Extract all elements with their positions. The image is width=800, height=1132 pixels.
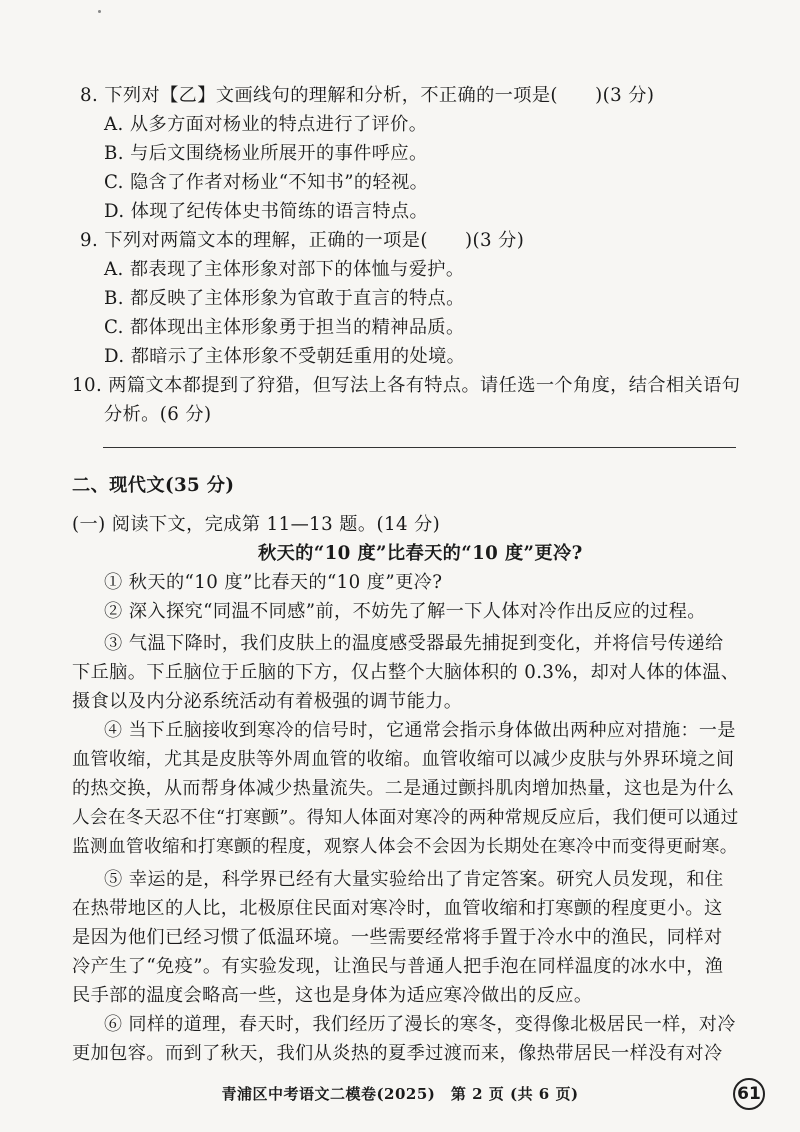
q9-option-a: A. 都表现了主体形象对部下的体恤与爱护。 [104,259,465,280]
paragraph-4-line1: ④ 当下丘脑接收到寒冷的信号时，它通常会指示身体做出两种应对措施：一是 [104,720,736,741]
paragraph-3-line2: 下丘脑。下丘脑位于丘脑的下方，仅占整个大脑体积的 0.3%，却对人体的体温、 [72,662,740,683]
paragraph-4-line3: 的热交换，从而帮身体减少热量流失。二是通过颤抖肌肉增加热量，这也是为什么 [72,778,735,799]
paragraph-4-line2: 血管收缩，尤其是皮肤等外周血管的收缩。血管收缩可以减少皮肤与外界环境之间 [72,749,735,770]
q10-stem-line1: 10. 两篇文本都提到了狩猎，但写法上各有特点。请任选一个角度，结合相关语句 [72,375,741,396]
q10-stem-line2: 分析。(6 分) [104,404,212,425]
q9-option-b: B. 都反映了主体形象为官敢于直言的特点。 [104,288,465,309]
q9-option-c: C. 都体现出主体形象勇于担当的精神品质。 [104,317,465,338]
page-badge: 61 [733,1078,765,1110]
paragraph-4-line4: 人会在冬天忍不住“打寒颤”。得知人体面对寒冷的两种常规反应后，我们便可以通过 [72,808,739,828]
scan-dot [98,10,101,13]
paragraph-2: ② 深入探究“同温不同感”前，不妨先了解一下人体对冷作出反应的过程。 [104,601,706,622]
part-instruction: (一) 阅读下文，完成第 11—13 题。(14 分) [72,514,441,535]
paragraph-3-line1: ③ 气温下降时，我们皮肤上的温度感受器最先捕捉到变化，并将信号传递给 [104,633,724,654]
paragraph-5-line1: ⑤ 幸运的是，科学界已经有大量实验给出了肯定答案。研究人员发现，和住 [104,869,724,890]
q8-option-d: D. 体现了纪传体史书简练的语言特点。 [104,201,429,222]
paragraph-6-line1: ⑥ 同样的道理，春天时，我们经历了漫长的寒冬，变得像北极居民一样，对冷 [104,1014,736,1035]
q9-stem: 9. 下列对两篇文本的理解，正确的一项是( )(3 分) [80,230,525,251]
paragraph-5-line2: 在热带地区的人比，北极原住民面对寒冷时，血管收缩和打寒颤的程度更小。这 [72,898,723,919]
passage-title: 秋天的“10 度”比春天的“10 度”更冷? [258,543,583,564]
q8-option-c: C. 隐含了作者对杨业“不知书”的轻视。 [104,172,429,193]
q8-option-a: A. 从多方面对杨业的特点进行了评价。 [104,114,428,135]
answer-line [103,447,736,448]
paragraph-4-line5: 监测血管收缩和打寒颤的程度，观察人体会不会因为长期处在寒冷中而变得更耐寒。 [72,837,738,857]
page-footer: 青浦区中考语文二模卷(2025) 第 2 页 (共 6 页) [221,1085,579,1103]
q8-stem: 8. 下列对【乙】文画线句的理解和分析，不正确的一项是( )(3 分) [80,85,655,106]
q8-option-b: B. 与后文围绕杨业所展开的事件呼应。 [104,143,428,164]
paragraph-5-line4: 冷产生了“免疫”。有实验发现，让渔民与普通人把手泡在同样温度的冰水中，渔 [72,956,724,977]
paragraph-3-line3: 摄食以及内分泌系统活动有着极强的调节能力。 [72,691,463,712]
q9-option-d: D. 都暗示了主体形象不受朝廷重用的处境。 [104,346,466,367]
paragraph-5-line3: 是因为他们已经习惯了低温环境。一些需要经常将手置于冷水中的渔民，同样对 [72,927,723,948]
paragraph-1: ① 秋天的“10 度”比春天的“10 度”更冷? [104,572,443,593]
section-heading: 二、现代文(35 分) [72,475,235,496]
paragraph-6-line2: 更加包容。而到了秋天，我们从炎热的夏季过渡而来，像热带居民一样没有对冷 [72,1043,723,1064]
paragraph-5-line5: 民手部的温度会略高一些，这也是身体为适应寒冷做出的反应。 [72,985,593,1006]
